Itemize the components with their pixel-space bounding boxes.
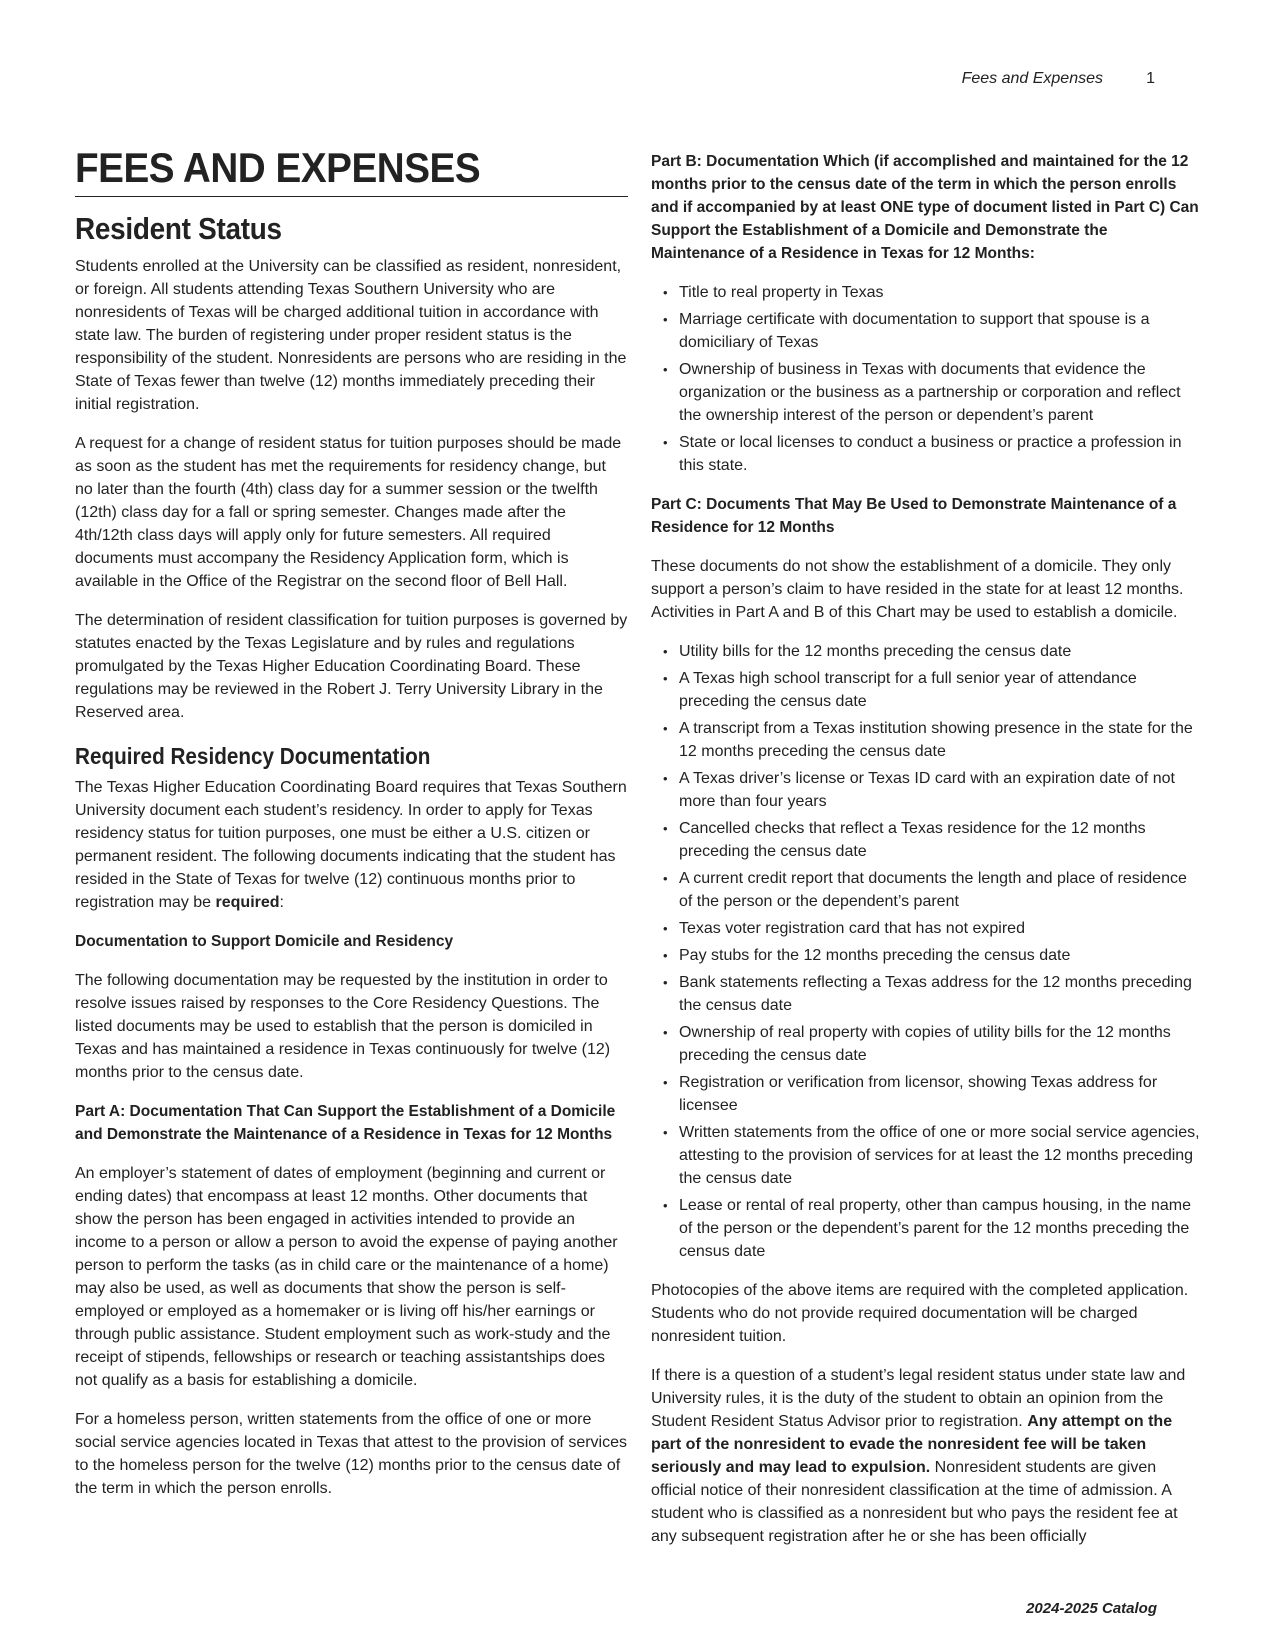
paragraph: For a homeless person, written statements from the office of one or more social service agencies located in Texas that attest to the provision of services to the homeless person for the twelve (12) months prior to the census date of the term in which the person enrolls. — [75, 1411, 627, 1497]
list-item: • Cancelled checks that reflect a Texas residence for the 12 months preceding the census date — [679, 817, 1204, 863]
subheading-part-b: Part B: Documentation Which (if accomplished and maintained for the 12 months prior to the census date of the term in which the person enrolls and if accompanied by at least ONE type of document listed in Part C) Can Support the Establishment of a Domicile and Demonstrate the Maintenance of a Residence in Texas for 12 Months: — [651, 153, 1199, 262]
list-item: • Ownership of business in Texas with documents that evidence the organization or the business as a partnership or corporation and reflect the ownership interest of the person or dependent’s parent — [679, 358, 1204, 427]
list-item: • Texas voter registration card that has not expired — [679, 917, 1204, 940]
paragraph: The determination of resident classification for tuition purposes is governed by statutes enacted by the Texas Legislature and by rules and regulations promulgated by the Texas Higher Education Coordinating Board. These regulations may be reviewed in the Robert J. Terry University Library in the Reserved area. — [75, 612, 628, 721]
list-item: • Ownership of real property with copies of utility bills for the 12 months preceding the census date — [679, 1021, 1204, 1067]
list-item: • Utility bills for the 12 months preceding the census date — [679, 640, 1204, 663]
paragraph: Students enrolled at the University can be classified as resident, nonresident, or foreign. All students attending Texas Southern University who are nonresidents of Texas will be charged additional tuition in accordance with state law. The burden of registering under proper resident status is the responsibility of the student. Nonresidents are persons who are residing in the State of Texas fewer than twelve (12) months immediately preceding their initial registration. — [75, 258, 627, 413]
paragraph-text: If there is a question of a student’s legal resident status under state law and University rules, it is the duty of the student to obtain an opinion from the Student Resident Status Advisor prior to registration. — [651, 1367, 1186, 1430]
list-item: • Registration or verification from licensor, showing Texas address for licensee — [679, 1071, 1204, 1117]
list-item: • Lease or rental of real property, other than campus housing, in the name of the person or the dependent’s parent for the 12 months preceding the census date — [679, 1194, 1204, 1263]
list-item: • Pay stubs for the 12 months preceding the census date — [679, 944, 1204, 967]
list-item: • A current credit report that documents the length and place of residence of the person or the dependent’s parent — [679, 867, 1204, 913]
paragraph: A request for a change of resident status for tuition purposes should be made as soon as the student has met the requirements for residency change, but no later than the fourth (4th) class day for a summer session or the twelfth (12th) class day for a fall or spring semester. Changes made after the 4th/12th class days will apply only for future semesters. All required documents must accompany the Residency Application form, which is available in the Office of the Registrar on the second floor of Bell Hall. — [75, 435, 622, 590]
paragraph-text: : — [279, 894, 284, 911]
section-heading-required-documentation: Required Residency Documentation — [75, 743, 431, 769]
paragraph — [651, 1364, 1204, 1548]
paragraph: These documents do not show the establishment of a domicile. They only support a person’s claim to have resided in the state for at least 12 months. Activities in Part A and B of this Chart may be used to establish a domicile. — [651, 558, 1184, 621]
subheading-part-a: Part A: Documentation That Can Support the Establishment of a Domicile and Demonstrate the Maintenance of a Residence in Texas for 12 Months — [75, 1103, 616, 1143]
left-column — [75, 142, 628, 1516]
paragraph — [75, 776, 628, 914]
list-item: • Bank statements reflecting a Texas address for the 12 months preceding the census date — [679, 971, 1204, 1017]
paragraph: An employer’s statement of dates of employment (beginning and current or ending dates) that encompass at least 12 months. Other documents that show the person has been engaged in activities intended to provide an income to a person or allow a person to avoid the expense of paying another person to perform the tasks (as in child care or the maintenance of a home) may also be used, as well as documents that show the person is self-employed or employed as a homemaker or is living off his/her earnings or through public assistance. Student employment such as work-study and the receipt of stipends, fellowships or research or teaching assistantships does not qualify as a basis for establishing a domicile. — [75, 1165, 618, 1389]
list-item: • A Texas driver’s license or Texas ID card with an expiration date of not more than four years — [679, 767, 1204, 813]
list-item: • A Texas high school transcript for a full senior year of attendance preceding the census date — [679, 667, 1204, 713]
page-number: 1 — [1146, 70, 1155, 87]
emphasis-required: required — [215, 894, 280, 911]
section-heading-resident-status: Resident Status — [75, 211, 282, 246]
paragraph: The following documentation may be requested by the institution in order to resolve issues raised by responses to the Core Residency Questions. The listed documents may be used to establish that the person is domiciled in Texas and has maintained a residence in Texas continuously for twelve (12) months prior to the census date. — [75, 972, 611, 1081]
paragraph: Photocopies of the above items are required with the completed application. Students who do not provide required documentation will be charged nonresident tuition. — [651, 1282, 1189, 1345]
list-item: • Marriage certificate with documentation to support that spouse is a domiciliary of Texas — [679, 308, 1204, 354]
paragraph-text: Nonresident students are given official notice of their nonresident classification at the time of admission. A student who is classified as a nonresident but who pays the resident fee at any subsequent registration after he or she has been officially — [651, 1459, 1178, 1545]
part-b-list — [651, 281, 1204, 477]
running-header-title: Fees and Expenses — [961, 70, 1103, 87]
part-c-list — [651, 640, 1204, 1263]
list-item: • State or local licenses to conduct a business or practice a profession in this state. — [679, 431, 1204, 477]
list-item: • Title to real property in Texas — [679, 281, 1204, 304]
list-item: • Written statements from the office of one or more social service agencies, attesting to the provision of services for at least the 12 months preceding the census date — [679, 1121, 1204, 1190]
page-title: FEES AND EXPENSES — [75, 142, 628, 197]
right-column — [651, 150, 1204, 1564]
page-footer: 2024-2025 Catalog — [1026, 1600, 1157, 1617]
page-header — [0, 70, 1275, 94]
paragraph-text: The Texas Higher Education Coordinating Board requires that Texas Southern University document each student’s residency. In order to apply for Texas residency status for tuition purposes, one must be either a U.S. citizen or permanent resident. The following documents indicating that the student has resided in the State of Texas for twelve (12) continuous months prior to registration may be — [75, 779, 627, 911]
emphasis-expulsion-warning: Any attempt on the part of the nonresident to evade the nonresident fee will be taken seriously and may lead to expulsion. — [651, 1413, 1173, 1476]
list-item: • A transcript from a Texas institution showing presence in the state for the 12 months preceding the census date — [679, 717, 1204, 763]
subheading-domicile-residency: Documentation to Support Domicile and Residency — [75, 933, 454, 950]
subheading-part-c: Part C: Documents That May Be Used to Demonstrate Maintenance of a Residence for 12 Months — [651, 496, 1177, 536]
